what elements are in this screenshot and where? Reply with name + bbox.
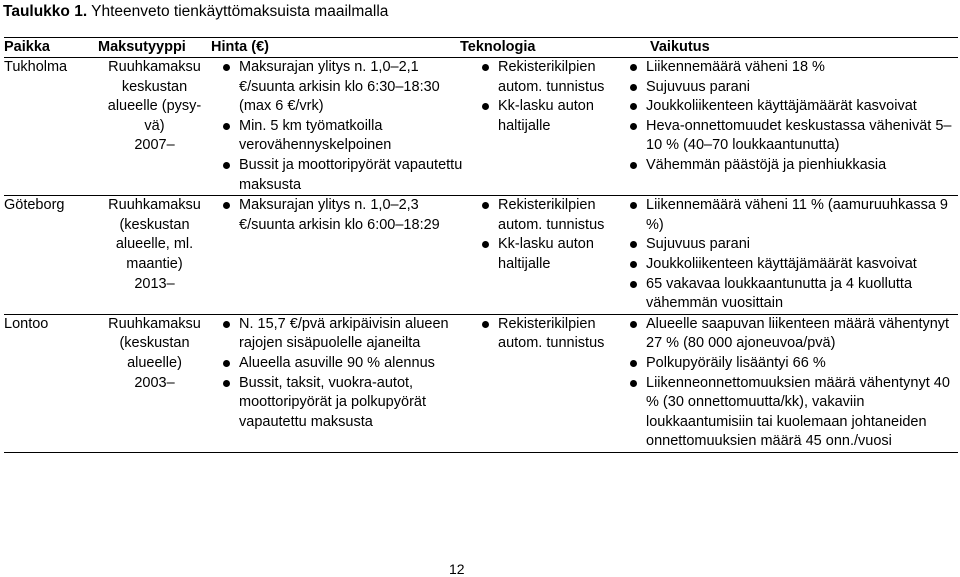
header-price: Hinta (€) <box>211 38 470 58</box>
tech-list <box>476 315 616 354</box>
price-item: Bussit, taksit, vuokra-autot, moottoripyörät ja polkupyörät vapautettu maksusta <box>217 374 470 433</box>
price-item: N. 15,7 €/pvä arkipäivisin alueen rajojen sisäpuolelle ajaneilta <box>217 315 470 354</box>
effects-list <box>624 196 958 314</box>
cell-price <box>211 196 470 315</box>
price-list <box>217 315 470 433</box>
effects-item: Alueelle saapuvan liikenteen määrä vähentynyt 27 % (80 000 ajoneuvoa/pvä) <box>624 315 958 354</box>
caption-label: Taulukko 1. <box>3 3 88 20</box>
cell-effects <box>616 196 958 315</box>
cell-effects <box>616 58 958 196</box>
type-line: maantie) <box>126 255 183 272</box>
cell-place <box>4 196 98 315</box>
type-line: Ruuhkamaksu <box>108 197 201 214</box>
cell-type <box>98 196 211 315</box>
place-name: Göteborg <box>4 197 65 214</box>
table-row <box>4 314 958 452</box>
cell-type <box>98 58 211 196</box>
table-body <box>4 58 958 453</box>
tech-item: Kk-lasku auton haltijalle <box>476 235 616 274</box>
tech-list <box>476 196 616 274</box>
effects-item: Liikenneonnettomuuksien määrä vähentynyt 40 % (30 onnettomuutta/kk), vakaviin loukkaantumisiin tai kuolemaan johtaneiden onnettomuuksien määrä 45 onn./vuosi <box>624 374 958 452</box>
tech-item: Rekisterikilpien autom. tunnistus <box>476 315 616 354</box>
cell-price <box>211 58 470 196</box>
header-row <box>4 38 958 58</box>
type-line: 2013– <box>134 275 175 292</box>
header-type: Maksutyyppi <box>98 38 211 58</box>
caption-text: Yhteenveto tienkäyttömaksuista maailmalla <box>87 3 389 20</box>
effects-item: Liikennemäärä väheni 18 % <box>624 58 958 78</box>
price-item: Bussit ja moottoripyörät vapautettu maksusta <box>217 156 470 195</box>
page-number: 12 <box>449 561 465 577</box>
table-caption <box>3 2 388 22</box>
price-item: Maksurajan ylitys n. 1,0–2,3 €/suunta arkisin klo 6:00–18:29 <box>217 196 470 235</box>
effects-item: Heva-onnettomuudet keskustassa vähenivät 5–10 % (40–70 loukkaantunutta) <box>624 117 958 156</box>
price-list <box>217 58 470 195</box>
cell-place <box>4 58 98 196</box>
type-line: keskustan <box>121 78 188 95</box>
type-line: (keskustan <box>119 216 190 233</box>
cell-effects <box>616 314 958 452</box>
place-name: Lontoo <box>4 315 49 332</box>
effects-list <box>624 315 958 452</box>
effects-item: Vähemmän päästöjä ja pienhiukkasia <box>624 156 958 176</box>
table-row <box>4 58 958 196</box>
place-name: Tukholma <box>4 59 68 75</box>
price-item: Maksurajan ylitys n. 1,0–2,1 €/suunta arkisin klo 6:30–18:30 (max 6 €/vrk) <box>217 58 470 117</box>
effects-item: Sujuvuus parani <box>624 235 958 255</box>
type-line: (keskustan <box>119 335 190 352</box>
price-item: Alueella asuville 90 % alennus <box>217 354 470 374</box>
type-line: 2003– <box>134 374 175 391</box>
effects-list <box>624 58 958 176</box>
type-line: vä) <box>144 117 165 134</box>
cell-type <box>98 314 211 452</box>
type-line: Ruuhkamaksu <box>108 315 201 332</box>
type-line: alueelle (pysy- <box>107 98 202 115</box>
header-place: Paikka <box>4 38 98 58</box>
header-tech-label: Teknologia <box>460 39 536 55</box>
effects-item: 65 vakavaa loukkaantunutta ja 4 kuollutta vähemmän vuosittain <box>624 275 958 314</box>
cell-tech <box>470 58 616 196</box>
tech-item: Rekisterikilpien autom. tunnistus <box>476 196 616 235</box>
effects-item: Joukkoliikenteen käyttäjämäärät kasvoivat <box>624 97 958 117</box>
cell-tech <box>470 314 616 452</box>
cell-place <box>4 314 98 452</box>
effects-item: Sujuvuus parani <box>624 78 958 98</box>
table-row <box>4 196 958 315</box>
tech-list <box>476 58 616 136</box>
header-tech <box>460 38 616 58</box>
cell-tech <box>470 196 616 315</box>
type-line: 2007– <box>134 137 175 154</box>
type-line: alueelle) <box>127 354 182 371</box>
effects-item: Joukkoliikenteen käyttäjämäärät kasvoivat <box>624 255 958 275</box>
tech-item: Rekisterikilpien autom. tunnistus <box>476 58 616 97</box>
cell-price <box>211 314 470 452</box>
effects-item: Polkupyöräily lisääntyi 66 % <box>624 354 958 374</box>
type-line: Ruuhkamaksu <box>108 59 201 75</box>
tech-item: Kk-lasku auton haltijalle <box>476 97 616 136</box>
effects-item: Liikennemäärä väheni 11 % (aamuruuhkassa 9 %) <box>624 196 958 235</box>
price-item: Min. 5 km työmatkoilla verovähennyskelpoinen <box>217 117 470 156</box>
price-list <box>217 196 470 235</box>
payments-table <box>4 37 958 453</box>
type-line: alueelle, ml. <box>115 236 194 253</box>
header-effects: Vaikutus <box>616 38 958 58</box>
